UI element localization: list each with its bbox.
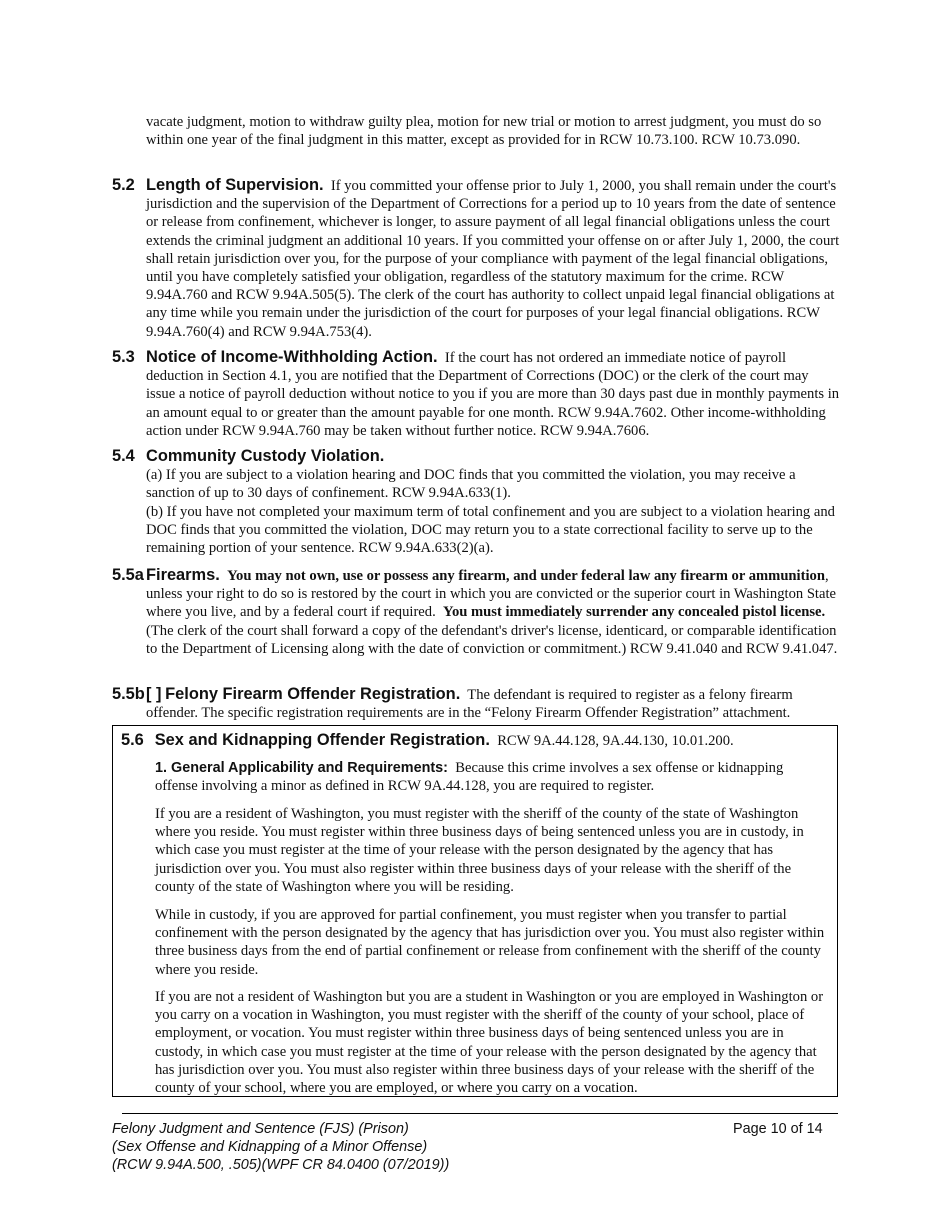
section-number: 5.4: [112, 447, 135, 465]
section-number: 5.5a: [112, 566, 144, 584]
footer-line-3: (RCW 9.94A.500, .505)(WPF CR 84.0400 (07/2019)): [112, 1157, 450, 1173]
checkbox-empty: [ ]: [146, 685, 162, 703]
section-5-5b: 5.5b [ ] Felony Firearm Offender Registration. The defendant is required to register as a felony firearm offender. The specific registration requirements are in the “Felony Firearm Offender Registration” attachment.: [112, 685, 793, 722]
section-5-5a: 5.5a Firearms. You may not own, use or possess any firearm, and under federal law any firearm or ammunition, unless your right to do so is restored by the court in which you are convicted or the superior court in Washington State where you live, and by a federal court if required. You must immediately surrender any concealed pistol license. (The clerk of the court shall forward a copy of the defendant's driver's license, identicard, or comparable identification to the Department of Licensing along with the date of conviction or commitment.) RCW 9.41.040 and RCW 9.41.047.: [112, 566, 838, 657]
resident-paragraph: If you are a resident of Washington, you must register with the sheriff of the county of the state of Washington where you reside. You must register within three business days of being sentenced unless you are in custody, in which case you must register at the time of your release with the person designated by the agency that has jurisdiction over you. You must also register within three business days of your release with the sheriff of the county of the state of Washington where you will be residing.: [155, 806, 804, 895]
section-text-b: (b) If you have not completed your maximum term of total confinement and you are subject to a violation hearing and DOC finds that you committed the violation, DOC may return you to a state correctional facility to serve up to the remaining portion of your sentence. RCW 9.94A.633(2)(a).: [146, 503, 835, 557]
section-heading: Firearms: [146, 566, 216, 584]
section-5-4: 5.4 Community Custody Violation. (a) If you are subject to a violation hearing and DOC finds that you committed the violation, you may receive a sanction of up to 30 days of confinement. RCW 9.94A.633(1). (b) If you have not completed your maximum term of total confinement and you are subject to a violation hearing and DOC finds that you committed the violation, DOC may return you to a state correctional facility to serve up to the remaining portion of your sentence. RCW 9.94A.633(2)(a).: [112, 447, 840, 557]
section-text: If the court has not ordered an immediate notice of payroll deduction in Section 4.1, you are notified that the Department of Corrections (DOC) or the clerk of the court may issue a notice of payroll deduction without notice to you if you are more than 30 days past due in monthly payments in an amount equal to or greater than the amount payable for one month. RCW 9.94A.7602. Other income-withholding action under RCW 9.94A.760 may be taken without further notice. RCW 9.94A.7606.: [146, 350, 840, 439]
general-heading: 1. General Applicability and Requirements: [155, 760, 444, 776]
section-rcw: RCW 9A.44.128, 9A.44.130, 10.01.200.: [497, 733, 734, 749]
footer-line-1: Felony Judgment and Sentence (FJS) (Prison): [112, 1121, 409, 1137]
section-text: If you committed your offense prior to July 1, 2000, you shall remain under the court's jurisdiction and the supervision of the Department of Corrections for a period up to 10 years from the date of sentence or release from confinement, whichever is longer, to assure payment of all legal financial obligations unless the court extends the criminal judgment an additional 10 years. If you committed your offense on or after July 1, 2000, the court shall retain jurisdiction over you, for the purpose of your compliance with payment of the legal financial obligations, until you have completely satisfied your obligation, regardless of the statutory maximum for the crime. RCW 9.94A.760 and RCW 9.94A.505(5). The clerk of the court has authority to collect unpaid legal financial obligations at any time while you remain under the jurisdiction of the court for purposes of your legal financial obligations. RCW 9.94A.760(4) and RCW 9.94A.753(4).: [146, 178, 840, 340]
section-number: 5.3: [112, 348, 135, 366]
nonresident-paragraph: If you are not a resident of Washington but you are a student in Washington or you are employed in Washington or you carry on a vocation in Washington, you must register with the sheriff of the county of your school, place of employment, or vocation. You must register within three business days of being sentenced unless you are in custody, in which case you must register at the time of your release with the person designated by the agency that has jurisdiction over you. You must also register within three business days of your release with the sheriff of the county of your school, where you are employed, or where you carry on a vocation.: [155, 989, 824, 1097]
section-heading: Notice of Income-Withholding Action: [146, 348, 433, 366]
footer-form-title: [112, 1120, 449, 1174]
section-heading: Felony Firearm Offender Registration: [165, 685, 456, 703]
section-5-3: 5.3 Notice of Income-Withholding Action. If the court has not ordered an immediate notice of payroll deduction in Section 4.1, you are notified that the Department of Corrections (DOC) or the clerk of the court may issue a notice of payroll deduction without notice to you if you are more than 30 days past due in monthly payments in an amount equal to or greater than the amount payable for one month. RCW 9.94A.7602. Other income-withholding action under RCW 9.94A.760 may be taken without further notice. RCW 9.94A.7606.: [112, 348, 840, 439]
footer-line-2: (Sex Offense and Kidnapping of a Minor Offense): [112, 1139, 428, 1155]
custody-paragraph: While in custody, if you are approved for partial confinement, you must register when you transfer to partial confinement with the person designated by the agency that has jurisdiction over you. You must also register within three business days from the end of partial confinement or release from confinement with the sheriff of the county where you reside.: [155, 907, 825, 978]
section-number: 5.6: [121, 731, 144, 749]
section-text-a: (a) If you are subject to a violation hearing and DOC finds that you committed the violation, you may receive a sanction of up to 30 days of confinement. RCW 9.94A.633(1).: [146, 467, 796, 502]
section-number: 5.5b: [112, 685, 145, 703]
page-number: Page 10 of 14: [733, 1121, 823, 1137]
section-5-2: 5.2 Length of Supervision. If you committed your offense prior to July 1, 2000, you shall remain under the court's jurisdiction and the supervision of the Department of Corrections for a period up to 10 years from the date of sentence or release from confinement, whichever is longer, to assure payment of all legal financial obligations unless the court extends the criminal judgment an additional 10 years. If you committed your offense on or after July 1, 2000, the court shall retain jurisdiction over you, for the purpose of your compliance with payment of the legal financial obligations, until you have completely satisfied your obligation, regardless of the statutory maximum for the crime. RCW 9.94A.760 and RCW 9.94A.505(5). The clerk of the court has authority to collect unpaid legal financial obligations at any time while you remain under the jurisdiction of the court for purposes of your legal financial obligations. RCW 9.94A.760(4) and RCW 9.94A.753(4).: [112, 176, 840, 340]
section-heading: Community Custody Violation: [146, 447, 380, 465]
surrender-license-bold: You must immediately surrender any concealed pistol license.: [443, 604, 826, 621]
section-text-2: (The clerk of the court shall forward a copy of the defendant's driver's license, identicard, or comparable identification to the Department of Licensing along with the date of conviction or commitment.) RCW 9.41.040 and RCW 9.41.047.: [146, 622, 838, 657]
section-heading: Sex and Kidnapping Offender Registration: [154, 731, 486, 749]
section-5-6-header: 5.6 Sex and Kidnapping Offender Registration. RCW 9A.44.128, 9A.44.130, 10.01.200.: [121, 731, 734, 749]
section-heading: Length of Supervision: [146, 176, 320, 194]
general-applicability: 1. General Applicability and Requirements: Because this crime involves a sex offense or kidnapping offense involving a minor as defined in RCW 9A.44.128, you are required to register.: [155, 760, 784, 795]
section-text: , unless your right to do so is restored by the court in which you are convicted or the superior court in Washington State where you live, and by a federal court if required.: [146, 568, 836, 621]
section-text: The defendant is required to register as a felony firearm offender. The specific registration requirements are in the “Felony Firearm Offender Registration” attachment.: [146, 687, 793, 722]
general-text: Because this crime involves a sex offense or kidnapping offense involving a minor as defined in RCW 9A.44.128, you are required to register.: [155, 760, 784, 795]
firearm-warning-bold: You may not own, use or possess any firearm, and under federal law any firearm or ammunition: [227, 568, 825, 584]
footer-divider: [122, 1113, 838, 1114]
intro-paragraph: vacate judgment, motion to withdraw guilty plea, motion for new trial or motion to arrest judgment, you must do so within one year of the final judgment in this matter, except as provided for in RCW 10.73.100. RCW 10.73.090.: [146, 114, 822, 149]
section-number: 5.2: [112, 176, 135, 194]
